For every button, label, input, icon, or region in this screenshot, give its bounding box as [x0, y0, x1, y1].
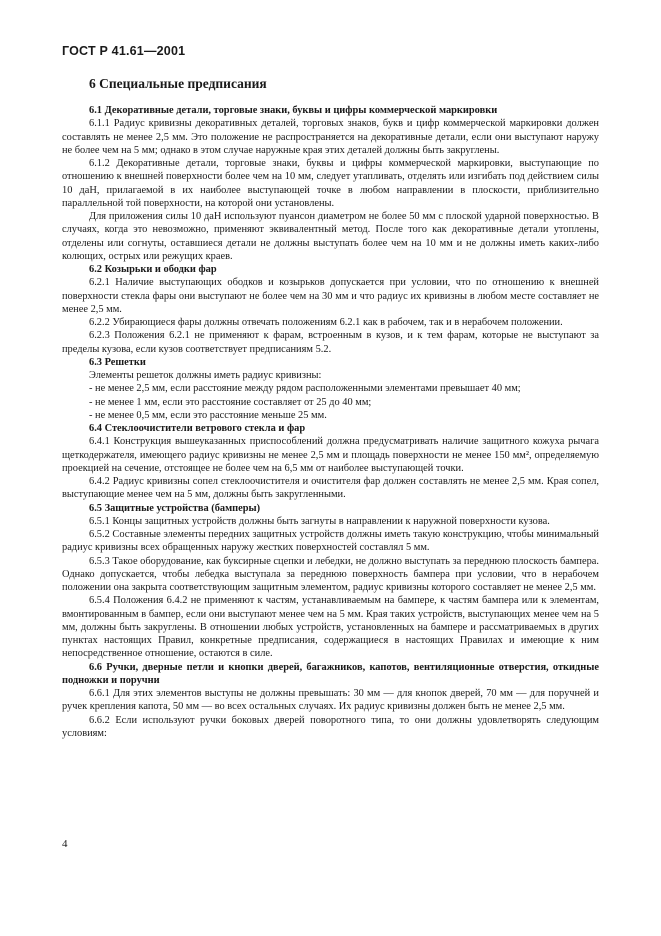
- subsection-heading: 6.4 Стеклоочистители ветрового стекла и фар: [89, 423, 306, 434]
- paragraph: 6.5.2 Составные элементы передних защитных устройств должны иметь такую конструкцию, чтобы минимальный радиус кривизны всех обращенных наружу жестких поверхностей составлял 5 мм.: [62, 529, 599, 554]
- paragraph: 6.1.2 Декоративные детали, торговые знаки, буквы и цифры коммерческой маркировки, выступающие по отношению к внешней поверхности более чем на 10 мм, следует утапливать, отделять или изгибать под действием силы 10 даН, прилагаемой в их наиболее выступающей точке в любом направлении в плоскости, приблизительно параллельной той поверхности, на которой они установлены.: [62, 158, 599, 209]
- paragraph: 6.1.1 Радиус кривизны декоративных деталей, торговых знаков, букв и цифр коммерческой маркировки должен составлять не менее 2,5 мм. Это положение не распространяется на декоративные детали, если они выступают наружу не более чем на 5 мм; однако в этом случае наружные края этих деталей должны быть закруглены.: [62, 118, 599, 156]
- list-item: - не менее 0,5 мм, если это расстояние меньше 25 мм.: [89, 409, 327, 421]
- paragraph: Для приложения силы 10 даН используют пуансон диаметром не более 50 мм с плоской ударной поверхностью. В случаях, когда это невозможно, применяют эквивалентный метод. После того как декоративные детали утоплены, отделены или согнуты, оставшиеся детали не должны выступать более чем на 10 мм и не должны иметь каких-либо колющих, острых или режущих краев.: [62, 211, 599, 262]
- paragraph: 6.6.2 Если используют ручки боковых дверей поворотного типа, то они должны удовлетворять следующим условиям:: [62, 714, 599, 739]
- list-item: - не менее 1 мм, если это расстояние составляет от 25 до 40 мм;: [89, 396, 372, 408]
- paragraph: 6.4.1 Конструкция вышеуказанных приспособлений должна предусматривать наличие защитного кожуха рычага щеткодержателя, имеющего радиус кривизны не менее 2,5 мм и площадь поверхности не менее 150 мм², определяемую проекцией на сечение, отстоящее не более чем на 6,5 мм от наиболее выступающей точки.: [62, 436, 599, 474]
- paragraph: 6.5.3 Такое оборудование, как буксирные сцепки и лебедки, не должно выступать за переднюю плоскость бампера. Однако допускается, чтобы лебедка выступала за переднюю поверхность бампера при условии, что в нерабочем положении она закрыта соответствующим защитным элементом, радиус кривизны которого составляет не менее 2,5 мм.: [62, 555, 599, 593]
- paragraph: 6.2.3 Положения 6.2.1 не применяют к фарам, встроенным в кузов, и к тем фарам, которые не выступают за пределы кузова, если кузов соответствует предписаниям 5.2.: [62, 330, 599, 355]
- list-item: - не менее 2,5 мм, если расстояние между рядом расположенными элементами превышает 40 мм;: [89, 383, 521, 395]
- paragraph: 6.5.1 Концы защитных устройств должны быть загнуты в направлении к наружной поверхности кузова.: [89, 515, 550, 527]
- subsection-heading: 6.3 Решетки: [89, 356, 146, 368]
- paragraph: 6.2.1 Наличие выступающих ободков и козырьков допускается при условии, что по отношению к внешней поверхности стекла фары они выступают не более чем на 30 мм и что радиус их кривизны в любом месте составляет не менее 2,5 мм.: [62, 277, 599, 315]
- subsection-heading: 6.2 Козырьки и ободки фар: [89, 264, 217, 275]
- paragraph: 6.4.2 Радиус кривизны сопел стеклоочистителя и очистителя фар должен составлять не менее 2,5 мм. Края сопел, выступающие менее чем на 5 мм, должны быть закругленными.: [62, 476, 599, 501]
- document-header: ГОСТ Р 41.61—2001: [62, 44, 186, 58]
- paragraph: 6.5.4 Положения 6.4.2 не применяют к частям, устанавливаемым на бампере, к частям бампера или к элементам, вмонтированным в бампер, если они выступают менее чем на 5 мм. Края таких устройств, выступающих менее чем на 5 мм, должны быть закруглены. В отношении любых устройств, установленных на бампере и рассматриваемых в других пунктах настоящих Правил, конкретные предписания, содержащиеся в настоящих Правилах и имеющие к ним непосредственное отношение, остаются в силе.: [62, 595, 599, 660]
- subsection-heading: 6.6 Ручки, дверные петли и кнопки дверей, багажников, капотов, вентиляционные отверстия, откидные подножки и поручни: [62, 661, 599, 686]
- paragraph: 6.2.2 Убирающиеся фары должны отвечать положениям 6.2.1 как в рабочем, так и в нерабочем положении.: [89, 317, 563, 328]
- section-title: 6 Специальные предписания: [89, 76, 267, 91]
- subsection-heading: 6.5 Защитные устройства (бамперы): [89, 502, 261, 514]
- page-number: 4: [62, 838, 68, 850]
- subsection-heading: 6.1 Декоративные детали, торговые знаки, буквы и цифры коммерческой маркировки: [89, 105, 498, 116]
- paragraph: 6.6.1 Для этих элементов выступы не должны превышать: 30 мм — для кнопок дверей, 70 мм — для поручней и ручек крепления капота, 50 мм — во всех остальных случаях. Их радиус кривизны должен быть не менее 2,5 мм.: [62, 688, 599, 713]
- document-body: [62, 104, 599, 740]
- paragraph: Элементы решеток должны иметь радиус кривизны:: [89, 370, 322, 381]
